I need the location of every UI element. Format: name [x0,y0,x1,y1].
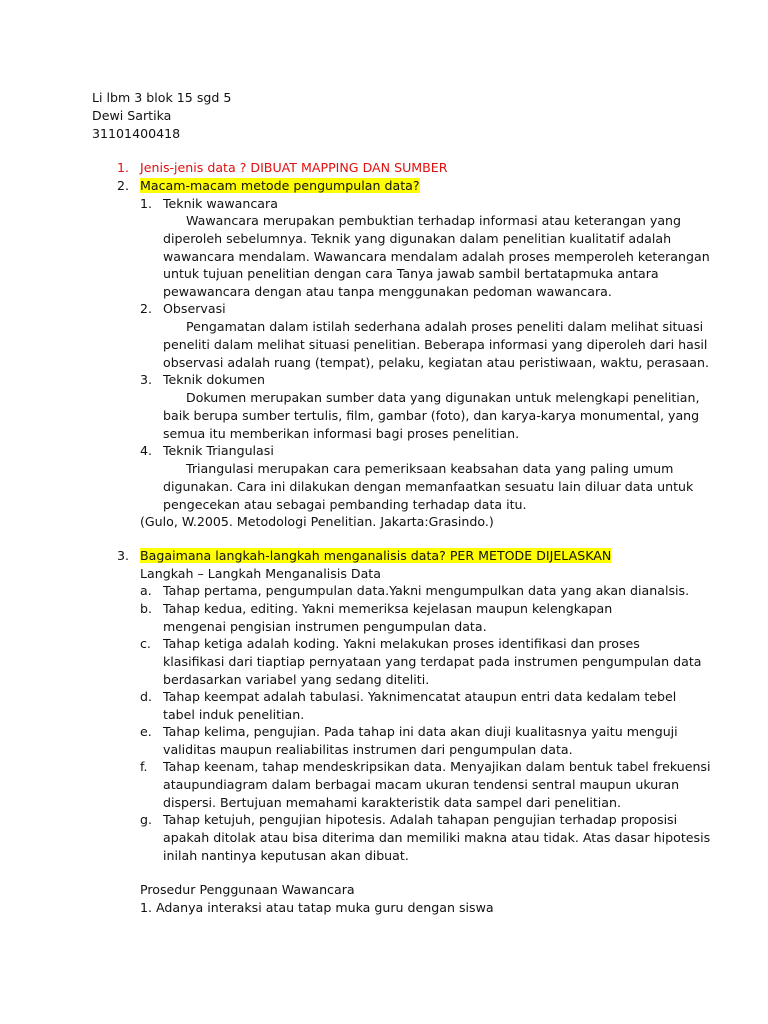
procedure-heading: Prosedur Penggunaan Wawancara [140,882,355,897]
header-title: Li lbm 3 blok 15 sgd 5 [92,90,232,105]
steps-heading: Langkah – Langkah Menganalisis Data [140,566,381,581]
header-name: Dewi Sartika [92,107,172,123]
method-1-number: 1. [140,196,153,211]
method-3-body: Dokumen merupakan sumber data yang digunakan untuk melengkapi penelitian, baik berupa sumber tertulis, film, gambar (foto), dan karya-karya monumental, yang semua itu memberikan informasi bagi proses penelitian. [163,390,700,441]
step-a-text: Tahap pertama, pengumpulan data.Yakni mengumpulkan data yang akan dianalsis. [163,583,690,598]
step-e-letter: e. [140,724,152,739]
header-id: 31101400418 [92,125,181,141]
question-3-text: Bagaimana langkah-langkah menganalisis data? PER METODE DIJELASKAN [140,548,612,563]
question-1-number: 1. [117,160,130,175]
method-4-body: Triangulasi merupakan cara pemeriksaan keabsahan data yang paling umum digunakan. Cara ini dilakukan dengan memanfaatkan sesuatu lain diluar data untuk pengecekan atau sebagai pembanding terhadap data itu. [163,461,694,512]
step-d-letter: d. [140,689,152,704]
question-2-number: 2. [117,178,130,193]
method-2-title: Observasi [163,301,226,316]
citation: (Gulo, W.2005. Metodologi Penelitian. Jakarta:Grasindo.) [140,514,494,529]
question-2-text: Macam-macam metode pengumpulan data? [140,178,420,193]
procedure-item-1: 1. Adanya interaksi atau tatap muka guru dengan siswa [140,900,494,915]
question-1-text: Jenis-jenis data ? DIBUAT MAPPING DAN SUMBER [140,160,448,175]
method-1-body: Wawancara merupakan pembuktian terhadap informasi atau keterangan yang diperoleh sebelumnya. Teknik yang digunakan dalam penelitian kualitatif adalah wawancara mendalam. Wawancara mendalam adalah proses memperoleh keterangan untuk tujuan penelitian dengan cara Tanya jawab sambil bertatapmuka antara pewawancara dengan atau tanpa menggunakan pedoman wawancara. [163,213,710,300]
method-2-body: Pengamatan dalam istilah sederhana adalah proses peneliti dalam melihat situasi peneliti dalam melihat situasi penelitian. Beberapa informasi yang diperoleh dari hasil observasi adalah ruang (tempat), pelaku, kegiatan atau peristiwaan, waktu, perasaan. [163,319,709,370]
step-c-letter: c. [140,636,151,651]
step-c-text: Tahap ketiga adalah koding. Yakni melakukan proses identifikasi dan proses klasifikasi dari tiaptiap pernyataan yang terdapat pada instrumen pengumpulan data berdasarkan variabel yang sedang diteliti. [163,636,702,687]
step-d-text: Tahap keempat adalah tabulasi. Yaknimencatat ataupun entri data kedalam tebel tabel induk penelitian. [163,689,677,722]
step-e-text: Tahap kelima, pengujian. Pada tahap ini data akan diuji kualitasnya yaitu menguji validitas maupun realiabilitas instrumen dari pengumpulan data. [163,724,678,757]
step-f-letter: f. [140,759,148,774]
method-3-title: Teknik dokumen [163,372,265,387]
step-f-text: Tahap keenam, tahap mendeskripsikan data. Menyajikan dalam bentuk tabel frekuensi ataupundiagram dalam berbagai macam ukuran tendensi sentral maupun ukuran dispersi. Bertujuan memahami karakteristik data sampel dari penelitian. [163,759,711,810]
step-b-letter: b. [140,601,152,616]
method-2-number: 2. [140,301,153,316]
document-header [92,89,231,142]
method-3-number: 3. [140,372,153,387]
method-1-title: Teknik wawancara [163,196,278,211]
question-3-number: 3. [117,548,130,563]
step-b-text: Tahap kedua, editing. Yakni memeriksa kejelasan maupun kelengkapan mengenai pengisian instrumen pengumpulan data. [163,601,613,634]
step-g-text: Tahap ketujuh, pengujian hipotesis. Adalah tahapan pengujian terhadap proposisi apakah ditolak atau bisa diterima dan memiliki makna atau tidak. Atas dasar hipotesis inilah nantinya keputusan akan dibuat. [163,812,711,863]
step-a-letter: a. [140,583,152,598]
method-4-title: Teknik Triangulasi [163,443,274,458]
step-g-letter: g. [140,812,152,827]
method-4-number: 4. [140,443,153,458]
